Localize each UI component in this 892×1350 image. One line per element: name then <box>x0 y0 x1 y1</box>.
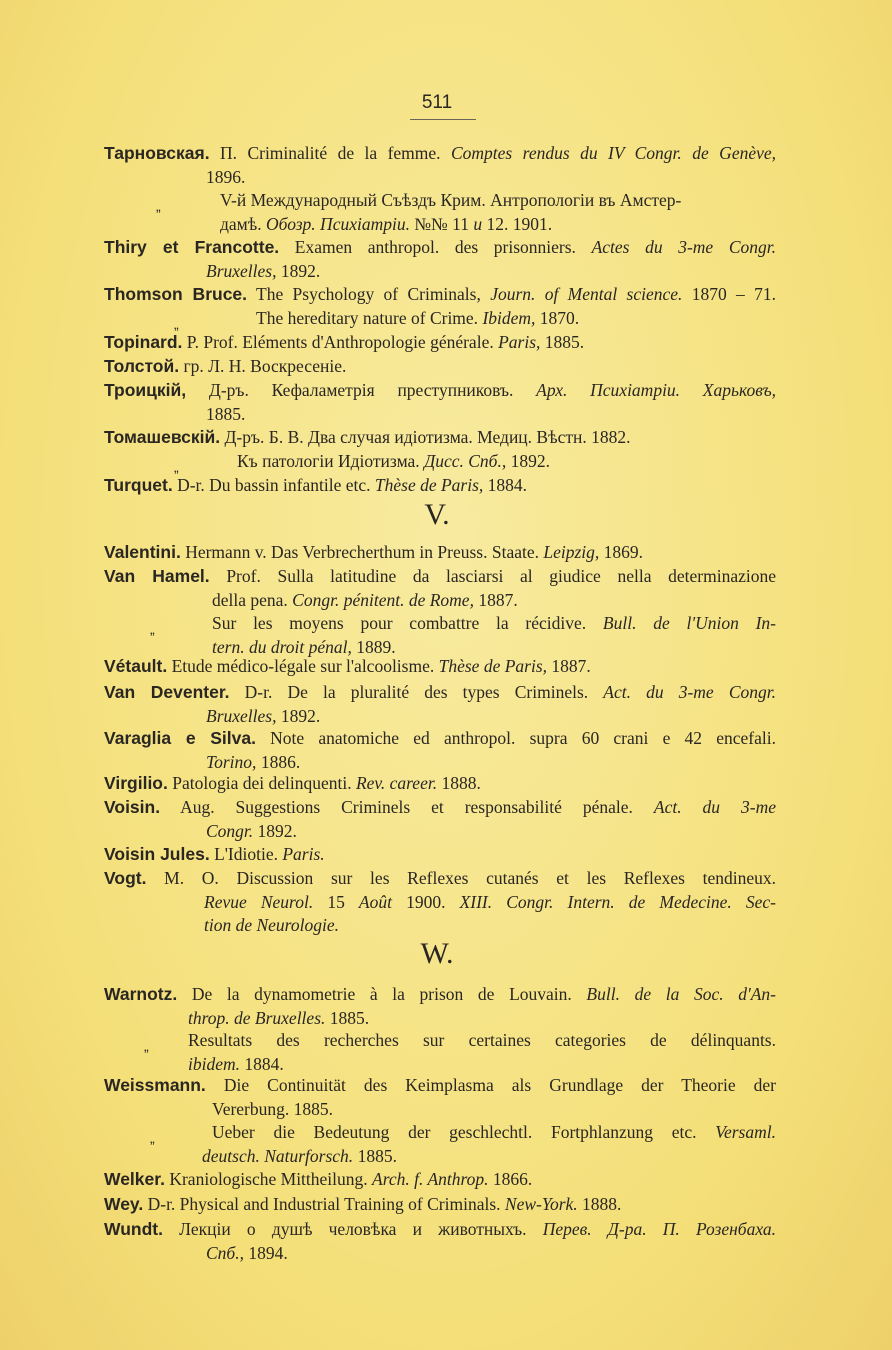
entry-text: Vererbung. <box>212 1098 290 1119</box>
entry-text: Д-ръ. Кефаламетрiя преступниковъ. <box>208 380 514 400</box>
entry-text: P. Prof. Eléments d'Anthropologie générale. <box>186 332 494 352</box>
page-number-rule <box>410 119 476 120</box>
entry-source: Bruxelles, <box>206 260 277 281</box>
entry-author: Wundt. <box>104 1219 163 1239</box>
entry-text: П. Criminalité de la femme. <box>220 143 441 163</box>
entry-year: 1892. <box>257 820 297 841</box>
entry-year: 1888. <box>441 773 481 793</box>
entry-year: 1869. <box>603 542 644 562</box>
entry-text: The hereditary nature of Crime. <box>256 308 479 328</box>
entry-source: XIII. Congr. Intern. de Medecine. Sec- <box>459 891 776 912</box>
bib-entry-weissmann <box>104 1074 776 1121</box>
ditto-mark: „ <box>144 1038 149 1054</box>
entry-year: 1887. <box>551 656 591 676</box>
bib-entry-voisin <box>104 796 776 843</box>
entry-source: Torino, <box>206 751 257 772</box>
entry-author: Welker. <box>104 1169 165 1189</box>
entry-source: Bruxelles, <box>206 705 277 726</box>
entry-year: 1885. <box>329 1007 370 1028</box>
entry-author: Толстой. <box>104 356 180 376</box>
bib-entry-varaglia <box>104 727 776 774</box>
bib-entry-tolstoy <box>104 355 776 379</box>
entry-author: Warnotz. <box>104 984 178 1004</box>
entry-author: Троицкiй, <box>104 380 187 400</box>
entry-author: Virgilio. <box>104 773 168 793</box>
entry-year: 1885. <box>293 1098 334 1119</box>
entry-text: Aug. Suggestions Criminels et responsabilité pénale. <box>180 797 633 817</box>
entry-source: Thèse de Paris, <box>438 656 548 676</box>
ditto-mark: „ <box>150 621 155 637</box>
entry-text: D-r. De la pluralité des types Criminels. <box>244 682 589 702</box>
entry-year: 1887. <box>478 589 518 610</box>
entry-source: Act. du 3-me <box>653 797 776 817</box>
entry-source: Paris. <box>282 844 325 864</box>
entry-author: Vogt. <box>104 868 147 888</box>
entry-source: Leipzig, <box>543 542 600 562</box>
entry-author: Van Hamel. <box>104 566 210 586</box>
section-letter-v: V. <box>424 498 450 531</box>
entry-text: D-r. Physical and Industrial Training of Criminals. <box>147 1194 501 1214</box>
entry-conj: и <box>473 213 483 234</box>
bib-entry-valentini <box>104 541 776 565</box>
entry-author: Valentini. <box>104 542 181 562</box>
bib-entry-tarnovskaya-2 <box>104 189 776 236</box>
bib-entry-vanhamel <box>104 565 776 612</box>
bib-entry-thomson <box>104 283 776 307</box>
ditto-mark: „ <box>174 459 179 475</box>
entry-year: 1885. <box>544 332 585 352</box>
entry-text: дамѣ. <box>220 213 262 234</box>
entry-source: Дисс. Спб., <box>424 451 507 471</box>
entry-text: Sur les moyens pour combattre la récidive. <box>212 613 587 633</box>
entry-source: ibidem. <box>188 1053 241 1074</box>
bib-entry-vetault <box>104 655 776 679</box>
entry-source: Congr. <box>206 820 254 841</box>
entry-year: 1886. <box>260 751 301 772</box>
bib-entry-vogt <box>104 867 776 938</box>
bib-entry-warnotz-2 <box>104 1029 776 1076</box>
bib-entry-vanhamel-2 <box>104 612 776 659</box>
entry-month: Août <box>358 891 392 912</box>
bib-entry-thiry <box>104 236 776 283</box>
page-number: 511 <box>421 92 453 113</box>
entry-year: 1888. <box>582 1194 622 1214</box>
entry-text: Ueber die Bedeutung der geschlechtl. Fortphlanzung etc. <box>212 1122 697 1142</box>
entry-year: 1889. <box>356 636 396 657</box>
entry-text: De la dynamometrie à la prison de Louvain. <box>191 984 572 1004</box>
bib-entry-topinard <box>104 331 776 355</box>
entry-source: Act. du 3-me Congr. <box>603 682 776 702</box>
entry-year: 1900. <box>406 891 446 912</box>
entry-year: 1894. <box>248 1242 288 1263</box>
entry-text: Къ патологiи Идiотизма. <box>237 451 420 471</box>
entry-text: Лекцiи о душѣ человѣка и животныхъ. <box>179 1219 527 1239</box>
entry-text: Die Continuität des Keimplasma als Grundlage der Theorie der <box>223 1075 777 1095</box>
entry-source: tern. du droit pénal, <box>212 636 352 657</box>
entry-source: Thèse de Paris, <box>374 475 484 495</box>
entry-text: Etude médico-légale sur l'alcoolisme. <box>171 656 435 676</box>
bib-entry-virgilio <box>104 772 776 796</box>
entry-source: Journ. of Mental science. <box>490 284 683 304</box>
bib-entry-thomson-2 <box>104 307 776 331</box>
entry-source: Bull. de la Soc. d'An- <box>586 984 777 1004</box>
bib-entry-warnotz <box>104 983 776 1030</box>
entry-text: гр. Л. Н. Воскресенiе. <box>183 356 347 376</box>
entry-year: 1870 – 71. <box>691 284 777 304</box>
ditto-mark: „ <box>156 198 161 214</box>
entry-source: Перев. Д-ра. П. Розенбаха. <box>542 1219 777 1239</box>
entry-author: Thiry et Francotte. <box>104 237 280 257</box>
entry-source: New-York. <box>504 1194 578 1214</box>
bib-entry-tomashevsky <box>104 426 776 450</box>
entry-author: Томашевскiй. <box>104 427 221 447</box>
bib-entry-vandeventer <box>104 681 776 728</box>
bib-entry-troitsky <box>104 379 776 426</box>
entry-text: Examen anthropol. des prisonniers. <box>294 237 576 257</box>
entry-year: 1870. <box>539 308 580 328</box>
entry-source: Versaml. <box>715 1122 776 1142</box>
entry-text: L'Idiotie. <box>214 844 278 864</box>
entry-text: Patologia dei delinquenti. <box>172 773 352 793</box>
entry-author: Thomson Bruce. <box>104 284 248 304</box>
entry-year: 1884. <box>487 475 528 495</box>
entry-year: 1892. <box>280 705 321 726</box>
ditto-mark: „ <box>174 316 179 332</box>
entry-year: 1866. <box>492 1169 533 1189</box>
entry-text: Д-ръ. Б. В. Два случая идiотизма. Медиц. Вѣстн. 1882. <box>224 427 631 447</box>
entry-source: tion de Neurologie. <box>204 915 339 935</box>
bib-entry-weissmann-2 <box>104 1121 776 1168</box>
bib-entry-voisin-jules <box>104 843 776 867</box>
entry-issue: №№ 11 <box>414 213 469 234</box>
entry-source: Ibidem, <box>482 308 536 328</box>
bib-entry-tomashevsky-2 <box>104 450 776 474</box>
entry-text: The Psychology of Criminals, <box>256 284 481 304</box>
entry-source: Арх. Психiатрiи. Харьковъ, <box>536 380 777 400</box>
entry-text: Prof. Sulla latitudine da lasciarsi al giudice nella determinazione <box>226 566 776 586</box>
section-letter-w: W. <box>420 937 454 970</box>
entry-year: 12. 1901. <box>486 213 553 234</box>
entry-source: deutsch. Naturforsch. <box>202 1145 354 1166</box>
bib-entry-welker <box>104 1168 776 1192</box>
entry-text: Resultats des recherches sur certaines categories de délinquants. <box>188 1030 776 1050</box>
entry-year: 1884. <box>244 1053 284 1074</box>
entry-author: Varaglia e Silva. <box>104 728 256 748</box>
entry-author: Тарновская. <box>104 143 210 163</box>
entry-source: Rev. career. <box>355 773 438 793</box>
entry-author: Wey. <box>104 1194 144 1214</box>
entry-author: Vétault. <box>104 656 168 676</box>
entry-author: Voisin Jules. <box>104 844 210 864</box>
entry-source: Обозр. Психiатрiи. <box>266 213 410 234</box>
entry-source: Comptes rendus du IV Congr. de Genève, <box>450 143 777 163</box>
entry-year: 1885. <box>357 1145 397 1166</box>
entry-source: Congr. pénitent. de Rome, <box>292 589 474 610</box>
entry-text: V-й Международный Съѣздъ Крим. Антропологiи въ Амстер- <box>220 190 682 210</box>
entry-author: Weissmann. <box>104 1075 206 1095</box>
entry-source: Actes du 3-me Congr. <box>591 237 776 257</box>
entry-day: 15 <box>327 891 345 912</box>
entry-text: della pena. <box>212 589 288 610</box>
entry-author: Van Deventer. <box>104 682 230 702</box>
entry-source: Bull. de l'Union In- <box>602 613 776 633</box>
entry-source: Arch. f. Anthrop. <box>372 1169 489 1189</box>
entry-text: Hermann v. Das Verbrecherthum in Preuss. Staate. <box>185 542 539 562</box>
bib-entry-wundt <box>104 1218 776 1265</box>
entry-author: Voisin. <box>104 797 161 817</box>
entry-source: throp. de Bruxelles. <box>188 1007 326 1028</box>
entry-text: Kraniologische Mittheilung. <box>169 1169 368 1189</box>
entry-source: Спб., <box>206 1242 244 1263</box>
entry-text: D-r. Du bassin infantile etc. <box>177 475 371 495</box>
entry-text: M. O. Discussion sur les Reflexes cutanés et les Reflexes tendineux. <box>164 868 777 888</box>
entry-author: Topinard. <box>104 332 183 352</box>
entry-year: 1885. <box>206 403 246 424</box>
entry-year: 1892. <box>510 451 550 471</box>
entry-source: Revue Neurol. <box>204 891 314 912</box>
entry-year: 1896. <box>206 166 246 187</box>
entry-year: 1892. <box>280 260 321 281</box>
bib-entry-turquet <box>104 474 776 498</box>
entry-source: Paris, <box>498 332 541 352</box>
entry-text: Note anatomiche ed anthropol. supra 60 crani e 42 encefali. <box>270 728 777 748</box>
entry-author: Turquet. <box>104 475 173 495</box>
ditto-mark: „ <box>150 1130 155 1146</box>
bib-entry-tarnovskaya <box>104 142 776 189</box>
bib-entry-wey <box>104 1193 776 1217</box>
